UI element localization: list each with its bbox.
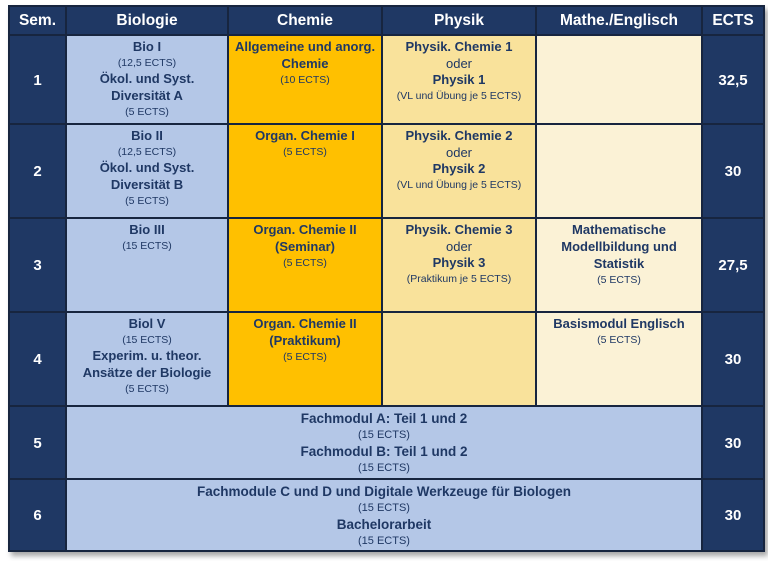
sem-number-cell <box>10 407 65 478</box>
module-ects: (15 ECTS) <box>358 428 410 441</box>
sem-number-cell <box>10 480 65 550</box>
cell-sem4-physik-empty <box>383 313 535 405</box>
header-label: Physik <box>434 12 484 29</box>
module-title: Physik 2 <box>432 161 486 177</box>
module-subtitle: (Praktikum) <box>269 332 341 348</box>
ects-total: 27,5 <box>718 257 748 274</box>
header-cell-physik <box>383 7 535 34</box>
cell-sem4-chemie <box>229 313 381 405</box>
ects-total: 30 <box>724 434 742 452</box>
ects-total-cell <box>703 125 763 217</box>
ects-total: 30 <box>724 351 742 368</box>
module-ects: (5 ECTS) <box>597 333 641 346</box>
module-title: Bio I <box>132 39 162 54</box>
header-cell-mathe-englisch <box>537 7 701 34</box>
module-ects: (12,5 ECTS) <box>117 145 177 158</box>
module-connector: oder <box>445 55 473 71</box>
sem-number-cell <box>10 219 65 311</box>
module-title: Organ. Chemie II <box>253 222 357 237</box>
module-connector: oder <box>445 238 473 254</box>
cell-sem3-physik <box>383 219 535 311</box>
module-ects: (15 ECTS) <box>122 333 172 346</box>
cell-sem1-biologie <box>67 36 227 123</box>
ects-total-cell <box>703 219 763 311</box>
header-cell-ects <box>703 7 763 34</box>
cell-sem1-mathe-empty <box>537 36 701 123</box>
cell-sem1-physik <box>383 36 535 123</box>
module-title: Bachelorarbeit <box>336 517 432 533</box>
cell-sem2-physik <box>383 125 535 217</box>
semester-number: 5 <box>33 434 42 452</box>
module-title: Bio II <box>131 128 163 143</box>
module-ects: (10 ECTS) <box>280 73 330 86</box>
module-title: Physik. Chemie 2 <box>405 128 513 143</box>
module-title: Experim. u. theor. Ansätze der Biologie <box>82 348 212 380</box>
ects-total: 30 <box>724 507 742 524</box>
module-title: Fachmodule C und D und Digitale Werkzeuge für Biologen <box>196 484 572 499</box>
module-ects: (5 ECTS) <box>125 194 169 207</box>
module-ects: (5 ECTS) <box>125 105 169 118</box>
module-title: Physik 3 <box>432 255 486 271</box>
header-cell-chemie <box>229 7 381 34</box>
module-title: Fachmodul B: Teil 1 und 2 <box>300 444 468 460</box>
semester-number: 6 <box>33 507 42 524</box>
cell-sem6-fachmodule-bachelorarbeit <box>67 480 701 550</box>
cell-sem4-mathe <box>537 313 701 405</box>
curriculum-table <box>8 5 765 552</box>
module-title: Allgemeine und anorg. Chemie <box>234 39 376 71</box>
module-ects: (15 ECTS) <box>358 462 410 475</box>
header-label: Chemie <box>277 12 333 29</box>
header-cell-biologie <box>67 7 227 34</box>
module-connector: oder <box>445 144 473 160</box>
module-title: Ökol. und Syst. Diversität A <box>99 71 195 103</box>
module-ects: (12,5 ECTS) <box>117 56 177 69</box>
module-title: Fachmodul A: Teil 1 und 2 <box>300 411 468 426</box>
sem-number-cell <box>10 36 65 123</box>
module-subtitle: (Seminar) <box>275 238 335 254</box>
module-ects: (Praktikum je 5 ECTS) <box>406 273 512 286</box>
semester-number: 4 <box>33 351 42 368</box>
cell-sem5-fachmodule <box>67 407 701 478</box>
cell-sem2-mathe-empty <box>537 125 701 217</box>
header-cell-sem <box>10 7 65 34</box>
header-label: Biologie <box>116 12 178 29</box>
header-label: ECTS <box>712 12 754 29</box>
semester-number: 1 <box>33 71 42 89</box>
cell-sem3-mathe <box>537 219 701 311</box>
module-ects: (VL und Übung je 5 ECTS) <box>396 90 522 103</box>
module-title: Basismodul Englisch <box>553 316 685 331</box>
ects-total-cell <box>703 36 763 123</box>
module-ects: (15 ECTS) <box>358 535 410 548</box>
ects-total-cell <box>703 407 763 478</box>
cell-sem3-chemie <box>229 219 381 311</box>
module-ects: (15 ECTS) <box>358 501 410 514</box>
ects-total: 32,5 <box>718 71 748 89</box>
cell-sem3-biologie <box>67 219 227 311</box>
semester-number: 3 <box>33 257 42 274</box>
sem-number-cell <box>10 313 65 405</box>
module-title: Physik. Chemie 3 <box>405 222 513 237</box>
header-label: Sem. <box>18 12 57 29</box>
module-ects: (5 ECTS) <box>283 145 327 158</box>
module-title: Organ. Chemie II <box>253 316 357 331</box>
module-ects: (5 ECTS) <box>125 382 169 395</box>
module-title: Biol V <box>128 316 166 331</box>
module-ects: (5 ECTS) <box>597 273 641 286</box>
cell-sem2-biologie <box>67 125 227 217</box>
module-title: Mathematische Modellbildung und Statistik <box>561 222 677 271</box>
header-label: Mathe./Englisch <box>560 12 678 29</box>
ects-total: 30 <box>724 163 742 180</box>
cell-sem2-chemie <box>229 125 381 217</box>
module-title: Bio III <box>129 222 165 237</box>
module-title: Organ. Chemie I <box>255 128 355 143</box>
semester-number: 2 <box>33 163 42 180</box>
module-title: Physik. Chemie 1 <box>405 39 513 54</box>
sem-number-cell <box>10 125 65 217</box>
ects-total-cell <box>703 313 763 405</box>
module-ects: (15 ECTS) <box>122 239 172 252</box>
cell-sem4-biologie <box>67 313 227 405</box>
module-ects: (5 ECTS) <box>283 256 327 269</box>
module-ects: (5 ECTS) <box>283 350 327 363</box>
module-title: Ökol. und Syst. Diversität B <box>99 160 195 192</box>
cell-sem1-chemie <box>229 36 381 123</box>
module-title: Physik 1 <box>432 72 486 88</box>
ects-total-cell <box>703 480 763 550</box>
module-ects: (VL und Übung je 5 ECTS) <box>396 179 522 192</box>
